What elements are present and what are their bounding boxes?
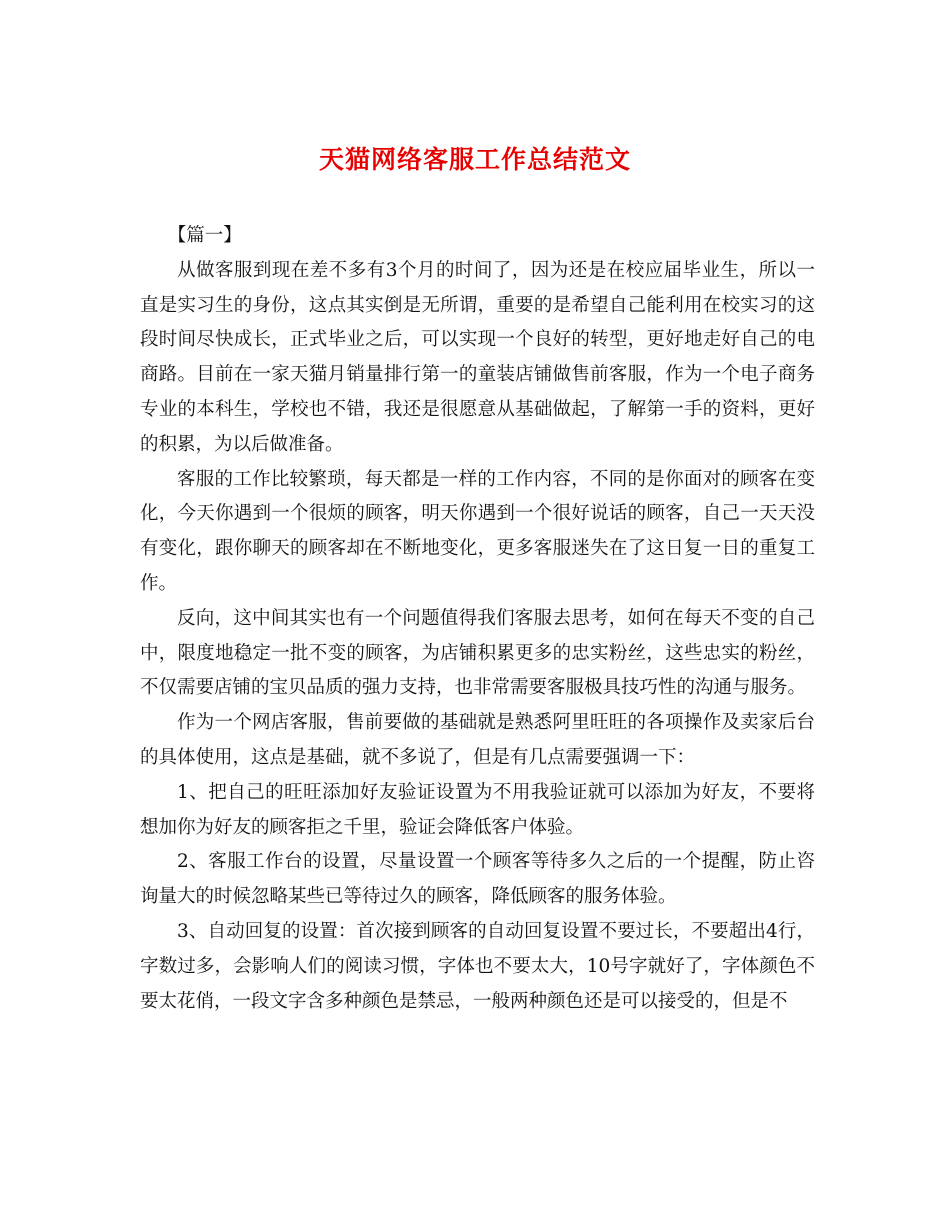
list-item-friend-verification: 1、把自己的旺旺添加好友验证设置为不用我验证就可以添加为好友，不要将想加你为好友的顾客拒之千里，验证会降低客户体验。 <box>140 781 815 838</box>
paragraph-intro: 从做客服到现在差不多有3个月的时间了，因为还是在校应届毕业生，所以一直是实习生的身份，这点其实倒是无所谓，重要的是希望自己能利用在校实习的这段时间尽快成长，正式毕业之后，可以实现一个良好的转型，更好地走好自己的电商路。目前在一家天猫月销量排行第一的童装店铺做售前客服，作为一个电子商务专业的本科生，学校也不错，我还是很愿意从基础做起，了解第一手的资料，更好的积累，为以后做准备。 <box>140 259 815 455</box>
paragraph-basics: 作为一个网店客服，售前要做的基础就是熟悉阿里旺旺的各项操作及卖家后台的具体使用，这点是基础，就不多说了，但是有几点需要强调一下： <box>140 712 815 768</box>
paragraph-reflection: 反向，这中间其实也有一个问题值得我们客服去思考，如何在每天不变的自己中，限度地稳定一批不变的顾客，为店铺积累更多的忠实粉丝，这些忠实的粉丝，不仅需要店铺的宝贝品质的强力支持，也非常需要客服极具技巧性的沟通与服务。 <box>140 607 815 699</box>
document-title: 天猫网络客服工作总结范文 <box>318 145 631 174</box>
list-item-workbench-settings: 2、客服工作台的设置，尽量设置一个顾客等待多久之后的一个提醒，防止咨询量大的时候忽略某些已等待过久的顾客，降低顾客的服务体验。 <box>140 851 815 908</box>
paragraph-work-routine: 客服的工作比较繁琐，每天都是一样的工作内容，不同的是你面对的顾客在变化，今天你遇到一个很烦的顾客，明天你遇到一个很好说话的顾客，自己一天天没有变化，跟你聊天的顾客却在不断地变化，更多客服迷失在了这日复一日的重复工作。 <box>140 468 815 594</box>
document-body <box>140 219 815 1019</box>
section-label: 【篇一】 <box>167 225 242 246</box>
list-item-auto-reply: 3、自动回复的设置：首次接到顾客的自动回复设置不要过长，不要超出4行，字数过多，会影响人们的阅读习惯，字体也不要太大，10号字就好了，字体颜色不要太花俏，一段文字含多种颜色是禁忌，一般两种颜色还是可以接受的，但是不 <box>140 920 815 1012</box>
